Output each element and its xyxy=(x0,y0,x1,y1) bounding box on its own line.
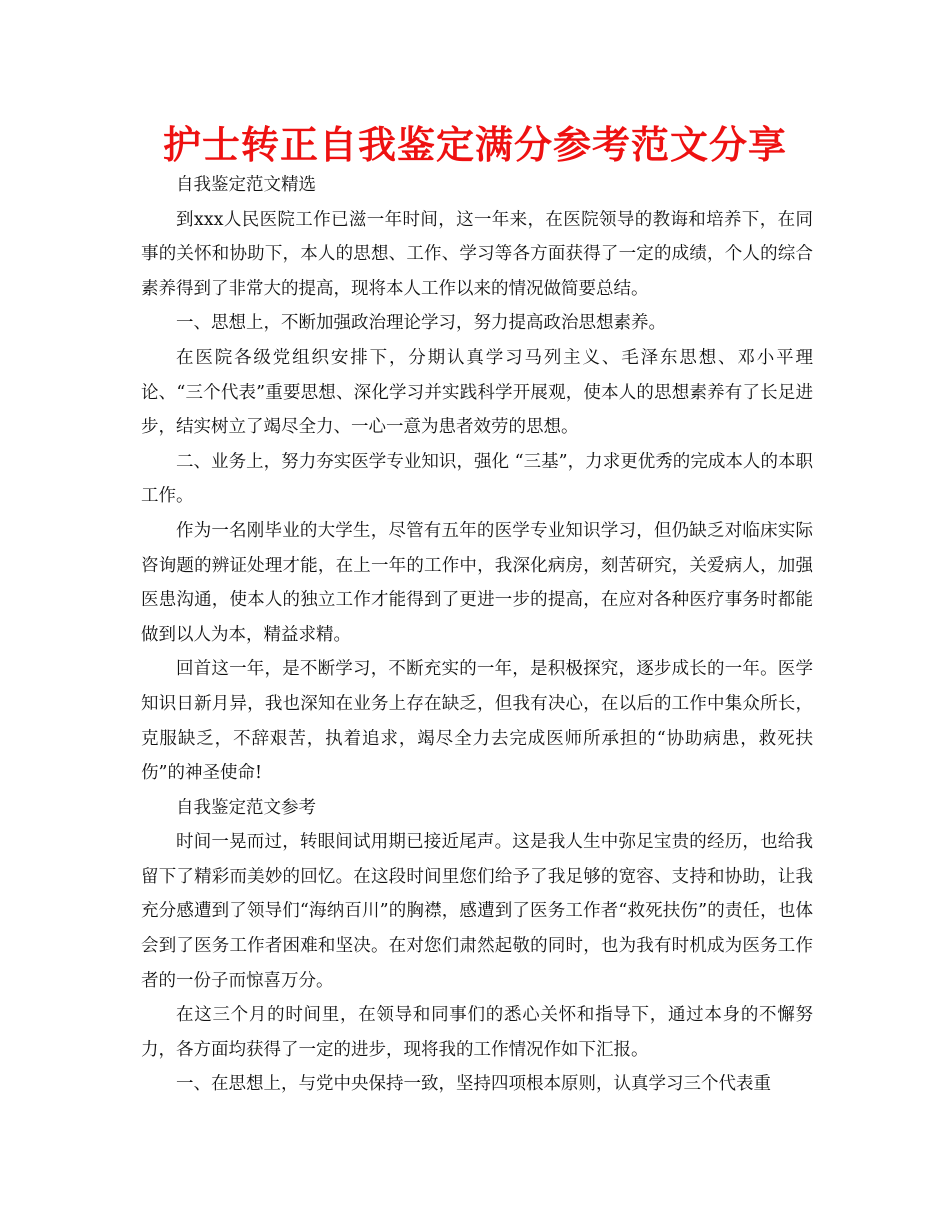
paragraph: 二、业务上，努力夯实医学专业知识，强化 “三基”，力求更优秀的完成本人的本职工作。 xyxy=(141,451,813,507)
section-heading: 自我鉴定范文精选 xyxy=(176,175,316,195)
paragraph: 作为一名刚毕业的大学生，尽管有五年的医学专业知识学习，但仍缺乏对临床实际咨询题的辨证处理才能，在上一年的工作中，我深化病房，刻苦研究，关爱病人，加强医患沟通，使本人的独立工作才能得到了更进一步的提高，在应对各种医疗事务时都能做到以人为本，精益求精。 xyxy=(141,520,813,645)
paragraph: 一、思想上，不断加强政治理论学习，努力提高政治思想素养。 xyxy=(176,313,666,334)
section-heading: 自我鉴定范文参考 xyxy=(176,797,316,818)
paragraph: 一、在思想上，与党中央保持一致，坚持四项根本原则，认真学习三个代表重 xyxy=(176,1074,771,1095)
paragraph: 回首这一年，是不断学习，不断充实的一年，是积极探究，逐步成长的一年。医学知识日新月异，我也深知在业务上存在缺乏，但我有决心，在以后的工作中集众所长，克服缺乏，不辞艰苦，执着追求，竭尽全力去完成医师所承担的“协助病患，救死扶伤”的神圣使命! xyxy=(141,659,813,784)
paragraph: 时间一晃而过，转眼间试用期已接近尾声。这是我人生中弥足宝贵的经历，也给我留下了精彩而美妙的回忆。在这段时间里您们给予了我足够的宽容、支持和协助，让我充分感遭到了领导们“海纳百川”的胸襟，感遭到了医务工作者“救死扶伤”的责任，也体会到了医务工作者困难和坚决。在对您们肃然起敬的同时，也为我有时机成为医务工作者的一份子而惊喜万分。 xyxy=(141,832,813,991)
paragraph: 在这三个月的时间里，在领导和同事们的悉心关怀和指导下，通过本身的不懈努力，各方面均获得了一定的进步，现将我的工作情况作如下汇报。 xyxy=(141,1005,813,1060)
paragraph: 到xxx人民医院工作已滋一年时间，这一年来，在医院领导的教诲和培养下，在同事的关怀和协助下，本人的思想、工作、学习等各方面获得了一定的成绩，个人的综合素养得到了非常大的提高，现将本人工作以来的情况做简要总结。 xyxy=(141,209,813,299)
paragraph: 在医院各级党组织安排下，分期认真学习马列主义、毛泽东思想、邓小平理论、“三个代表”重要思想、深化学习并实践科学开展观，使本人的思想素养有了长足进步，结实树立了竭尽全力、一心一意为患者效劳的思想。 xyxy=(141,347,813,438)
document-title: 护士转正自我鉴定满分参考范文分享 xyxy=(162,123,787,167)
document-body xyxy=(141,168,813,1102)
